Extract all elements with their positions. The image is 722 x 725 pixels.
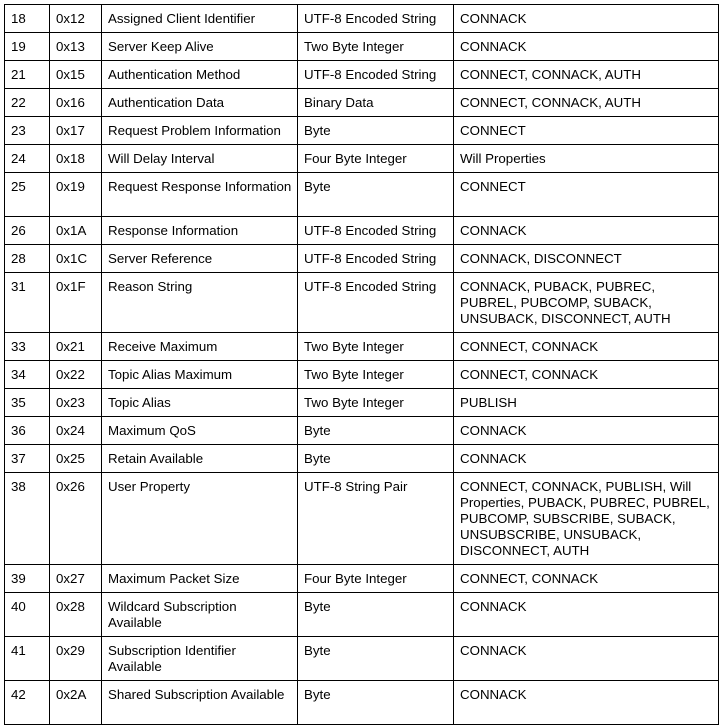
cell-property-name: Subscription Identifier Available [102,637,298,681]
cell-packets: Will Properties [454,145,719,173]
cell-property-name: Shared Subscription Available [102,681,298,725]
cell-decimal-id: 33 [5,333,50,361]
cell-hex-id: 0x27 [50,565,102,593]
cell-packets: CONNACK [454,681,719,725]
cell-packets: CONNACK [454,637,719,681]
cell-data-type: Byte [298,445,454,473]
cell-data-type: UTF-8 Encoded String [298,273,454,333]
cell-hex-id: 0x29 [50,637,102,681]
table-row [5,245,719,273]
cell-hex-id: 0x1F [50,273,102,333]
cell-data-type: Four Byte Integer [298,145,454,173]
cell-data-type: Two Byte Integer [298,361,454,389]
cell-hex-id: 0x19 [50,173,102,217]
cell-property-name: Request Problem Information [102,117,298,145]
cell-decimal-id: 23 [5,117,50,145]
cell-packets: CONNACK [454,217,719,245]
cell-data-type: Byte [298,417,454,445]
cell-packets: CONNECT, CONNACK, AUTH [454,61,719,89]
table-row [5,681,719,725]
cell-hex-id: 0x12 [50,5,102,33]
cell-property-name: Wildcard Subscription Available [102,593,298,637]
cell-decimal-id: 37 [5,445,50,473]
table-row [5,361,719,389]
table-row [5,637,719,681]
cell-hex-id: 0x21 [50,333,102,361]
cell-property-name: Authentication Method [102,61,298,89]
cell-packets: CONNACK [454,593,719,637]
cell-packets: CONNACK [454,445,719,473]
cell-packets: CONNECT, CONNACK [454,565,719,593]
cell-property-name: Request Response Information [102,173,298,217]
cell-hex-id: 0x23 [50,389,102,417]
cell-property-name: Authentication Data [102,89,298,117]
cell-decimal-id: 36 [5,417,50,445]
cell-hex-id: 0x13 [50,33,102,61]
cell-property-name: Server Keep Alive [102,33,298,61]
cell-packets: CONNACK [454,33,719,61]
cell-packets: PUBLISH [454,389,719,417]
cell-decimal-id: 39 [5,565,50,593]
cell-decimal-id: 41 [5,637,50,681]
cell-data-type: Byte [298,173,454,217]
cell-property-name: Maximum Packet Size [102,565,298,593]
cell-packets: CONNECT, CONNACK [454,361,719,389]
cell-decimal-id: 24 [5,145,50,173]
cell-data-type: Four Byte Integer [298,565,454,593]
cell-data-type: Byte [298,117,454,145]
cell-hex-id: 0x2A [50,681,102,725]
cell-data-type: Byte [298,593,454,637]
cell-hex-id: 0x1C [50,245,102,273]
table-row [5,173,719,217]
table-row [5,417,719,445]
cell-hex-id: 0x25 [50,445,102,473]
cell-property-name: Topic Alias Maximum [102,361,298,389]
table-row [5,565,719,593]
table-row [5,145,719,173]
table-row [5,593,719,637]
table-row [5,89,719,117]
cell-decimal-id: 25 [5,173,50,217]
cell-hex-id: 0x17 [50,117,102,145]
cell-data-type: UTF-8 Encoded String [298,61,454,89]
cell-property-name: Topic Alias [102,389,298,417]
cell-packets: CONNECT, CONNACK, AUTH [454,89,719,117]
cell-data-type: Binary Data [298,89,454,117]
cell-data-type: Byte [298,681,454,725]
cell-data-type: UTF-8 Encoded String [298,5,454,33]
cell-packets: CONNACK [454,5,719,33]
cell-property-name: Server Reference [102,245,298,273]
cell-hex-id: 0x18 [50,145,102,173]
cell-hex-id: 0x24 [50,417,102,445]
cell-packets: CONNACK, DISCONNECT [454,245,719,273]
cell-data-type: Byte [298,637,454,681]
table-row [5,33,719,61]
table-row [5,473,719,565]
cell-decimal-id: 40 [5,593,50,637]
table-row [5,117,719,145]
mqtt-properties-table [4,4,719,725]
cell-hex-id: 0x1A [50,217,102,245]
table-row [5,333,719,361]
cell-decimal-id: 21 [5,61,50,89]
cell-data-type: UTF-8 String Pair [298,473,454,565]
cell-decimal-id: 26 [5,217,50,245]
cell-data-type: UTF-8 Encoded String [298,245,454,273]
cell-decimal-id: 19 [5,33,50,61]
cell-decimal-id: 28 [5,245,50,273]
table-body [5,5,719,725]
cell-data-type: UTF-8 Encoded String [298,217,454,245]
cell-property-name: Maximum QoS [102,417,298,445]
cell-property-name: Will Delay Interval [102,145,298,173]
cell-hex-id: 0x26 [50,473,102,565]
cell-packets: CONNACK, PUBACK, PUBREC, PUBREL, PUBCOMP, SUBACK, UNSUBACK, DISCONNECT, AUTH [454,273,719,333]
cell-decimal-id: 22 [5,89,50,117]
cell-decimal-id: 34 [5,361,50,389]
cell-hex-id: 0x15 [50,61,102,89]
cell-packets: CONNACK [454,417,719,445]
cell-hex-id: 0x22 [50,361,102,389]
table-row [5,217,719,245]
cell-data-type: Two Byte Integer [298,33,454,61]
table-row [5,389,719,417]
cell-property-name: User Property [102,473,298,565]
cell-property-name: Reason String [102,273,298,333]
cell-data-type: Two Byte Integer [298,333,454,361]
cell-decimal-id: 31 [5,273,50,333]
cell-property-name: Response Information [102,217,298,245]
cell-property-name: Assigned Client Identifier [102,5,298,33]
cell-packets: CONNECT, CONNACK [454,333,719,361]
cell-hex-id: 0x28 [50,593,102,637]
cell-decimal-id: 42 [5,681,50,725]
table-row [5,5,719,33]
cell-decimal-id: 18 [5,5,50,33]
cell-packets: CONNECT [454,117,719,145]
table-row [5,61,719,89]
cell-packets: CONNECT, CONNACK, PUBLISH, Will Properties, PUBACK, PUBREC, PUBREL, PUBCOMP, SUBSCRIBE, SUBACK, UNSUBSCRIBE, UNSUBACK, DISCONNECT, AUTH [454,473,719,565]
cell-property-name: Retain Available [102,445,298,473]
cell-hex-id: 0x16 [50,89,102,117]
cell-decimal-id: 35 [5,389,50,417]
cell-decimal-id: 38 [5,473,50,565]
cell-data-type: Two Byte Integer [298,389,454,417]
table-row [5,445,719,473]
cell-packets: CONNECT [454,173,719,217]
cell-property-name: Receive Maximum [102,333,298,361]
table-row [5,273,719,333]
